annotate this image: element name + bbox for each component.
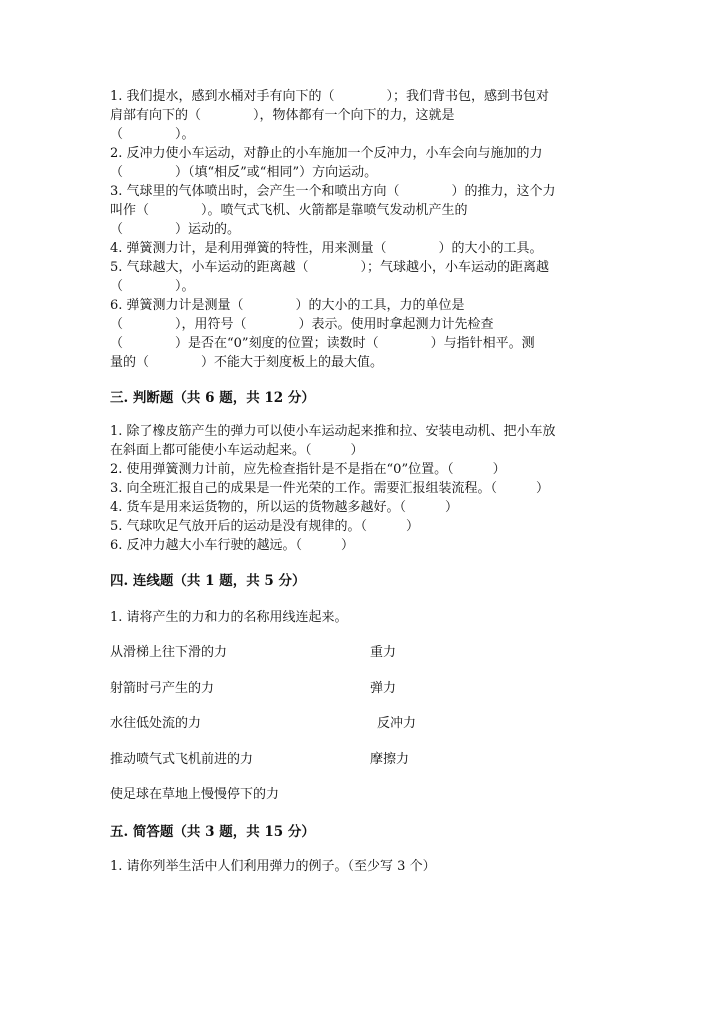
q6-line-1: 6. 弹簧测力计是测量（ ）的大小的工具，力的单位是: [110, 298, 465, 313]
q2-line-1: 2. 反冲力使小车运动，对静止的小车施加一个反冲力，小车会向与施加的力: [110, 146, 543, 161]
match-right-item: 重力: [370, 645, 397, 660]
section-3-heading: 三. 判断题（共 6 题，共 12 分）: [110, 390, 315, 406]
q3-line-1: 3. 气球里的气体喷出时，会产生一个和喷出方向（ ）的推力，这个力: [110, 184, 556, 199]
match-left-item: 从滑梯上往下滑的力: [110, 645, 228, 660]
tf-q5: 5. 气球吹足气放开后的运动是没有规律的。（ ）: [110, 519, 420, 534]
match-right-item: 摩擦力: [370, 752, 410, 767]
match-left-item: 水往低处流的力: [110, 716, 202, 731]
match-left-item: 推动喷气式飞机前进的力: [110, 752, 254, 767]
q1-line-1: 1. 我们提水，感到水桶对手有向下的（ ）；我们背书包，感到书包对: [110, 89, 550, 104]
q3-line-2: 叫作（ ）。喷气式飞机、火箭都是靠喷气发动机产生的: [110, 203, 468, 218]
matching-instruction: 1. 请将产生的力和力的名称用线连起来。: [110, 610, 348, 625]
tf-q6: 6. 反冲力越大小车行驶的越远。（ ）: [110, 538, 355, 553]
short-answer-q1: 1. 请你列举生活中人们利用弹力的例子。（至少写 3 个）: [110, 859, 436, 874]
match-right-item: 反冲力: [377, 716, 417, 731]
q2-line-2: （ ）（填“相反”或“相同”）方向运动。: [110, 165, 378, 180]
q6-line-3: （ ）是否在“0”刻度的位置；读数时（ ）与指针相平。测: [110, 336, 535, 351]
tf-q1-line-2: 在斜面上都可能使小车运动起来。（ ）: [110, 443, 364, 458]
tf-q4: 4. 货车是用来运货物的，所以运的货物越多越好。（ ）: [110, 500, 459, 515]
section-5-heading: 五. 简答题（共 3 题，共 15 分）: [110, 824, 315, 840]
section-4-heading: 四. 连线题（共 1 题，共 5 分）: [110, 573, 306, 589]
q1-line-2: 肩部有向下的（ ），物体都有一个向下的力，这就是: [110, 108, 455, 123]
match-left-item: 射箭时弓产生的力: [110, 681, 215, 696]
q1-line-3: （ ）。: [110, 127, 195, 142]
tf-q1-line-1: 1. 除了橡皮筋产生的弹力可以使小车运动起来推和拉、安装电动机、把小车放: [110, 424, 556, 439]
match-left-item: 使足球在草地上慢慢停下的力: [110, 787, 280, 802]
q6-line-2: （ ），用符号（ ）表示。使用时拿起测力计先检查: [110, 317, 494, 332]
q4-line-1: 4. 弹簧测力计，是利用弹簧的特性，用来测量（ ）的大小的工具。: [110, 241, 543, 256]
match-right-item: 弹力: [370, 681, 397, 696]
tf-q2: 2. 使用弹簧测力计前，应先检查指针是不是指在“0”位置。（ ）: [110, 462, 506, 477]
tf-q3: 3. 向全班汇报自己的成果是一件光荣的工作。需要汇报组装流程。（ ）: [110, 481, 550, 496]
q5-line-2: （ ）。: [110, 279, 195, 294]
q3-line-3: （ ）运动的。: [110, 222, 241, 237]
q5-line-1: 5. 气球越大，小车运动的距离越（ ）；气球越小，小车运动的距离越: [110, 260, 550, 275]
q6-line-4: 量的（ ）不能大于刻度板上的最大值。: [110, 355, 384, 370]
